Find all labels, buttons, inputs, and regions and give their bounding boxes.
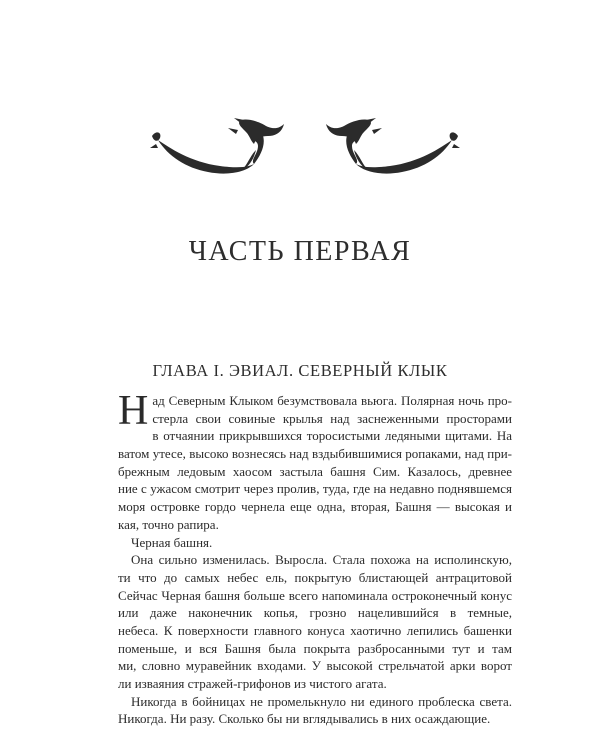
chapter-body xyxy=(118,388,512,728)
text-line: кая, точно рапира. xyxy=(118,516,219,532)
paragraph-2 xyxy=(118,534,512,552)
paragraph-3 xyxy=(118,551,512,693)
twin-dragons-ornament-icon xyxy=(150,118,460,190)
chapter-title: ГЛАВА I. ЭВИАЛ. СЕВЕРНЫЙ КЛЫК xyxy=(152,361,448,380)
text-line: в отчаянии прикрывшихся торосистыми ледяными щитами. На xyxy=(152,428,512,444)
text-line: небеса. К поверхности главного конуса хаотично лепились башенки xyxy=(118,622,512,638)
text-line: ние с ужасом смотрит через пролив, туда, где на недавно поднявшемся xyxy=(118,481,512,497)
text-line: ти что до самых небес ель, покрытую блистающей антрацитовой xyxy=(118,569,512,585)
text-line: моря островке гордо чернела еще одна, вторая, Башня — высокая и xyxy=(118,499,512,515)
paragraph-1 xyxy=(118,388,512,534)
left-dragon-icon xyxy=(150,118,284,174)
text-line: стерла свои совиные крылья над заснеженными просторами xyxy=(152,410,512,426)
text-line: поменьше, и вся Башня была покрыта разбросанными тут и там xyxy=(118,640,512,656)
right-dragon-icon xyxy=(326,118,460,174)
text-line: Черная башня. xyxy=(131,534,213,550)
drop-cap: Н xyxy=(118,388,149,434)
text-line: брежным ледовым хаосом застыла башня Сим. Казалось, древнее xyxy=(118,463,512,479)
text-line: ватом утесе, высоко вознесясь над вздыбившимися ропаками, над при- xyxy=(118,446,512,462)
paragraph-4 xyxy=(118,693,512,728)
text-line: или даже наконечник копья, грозно нацелившийся в темные, xyxy=(118,605,512,621)
text-line: ми, словно муравейник входами. У высокой стрельчатой арки ворот xyxy=(118,658,512,674)
text-line: Никогда в бойницах не промелькнуло ни единого проблеска света. xyxy=(131,693,512,709)
part-title: ЧАСТЬ ПЕРВАЯ xyxy=(188,236,412,267)
text-line: Она сильно изменилась. Выросла. Стала похожа на исполинскую, xyxy=(131,552,512,568)
text-line: ли изваяния стражей-грифонов из чистого агата. xyxy=(118,676,387,691)
text-line: Никогда. Ни разу. Сколько бы ни вглядывались в них осаждающие. xyxy=(118,711,491,727)
text-line: ад Северным Клыком безумствовала вьюга. Полярная ночь про- xyxy=(152,393,512,408)
text-line: Сейчас Черная башня больше всего напоминала остроконечный конус xyxy=(118,587,512,603)
